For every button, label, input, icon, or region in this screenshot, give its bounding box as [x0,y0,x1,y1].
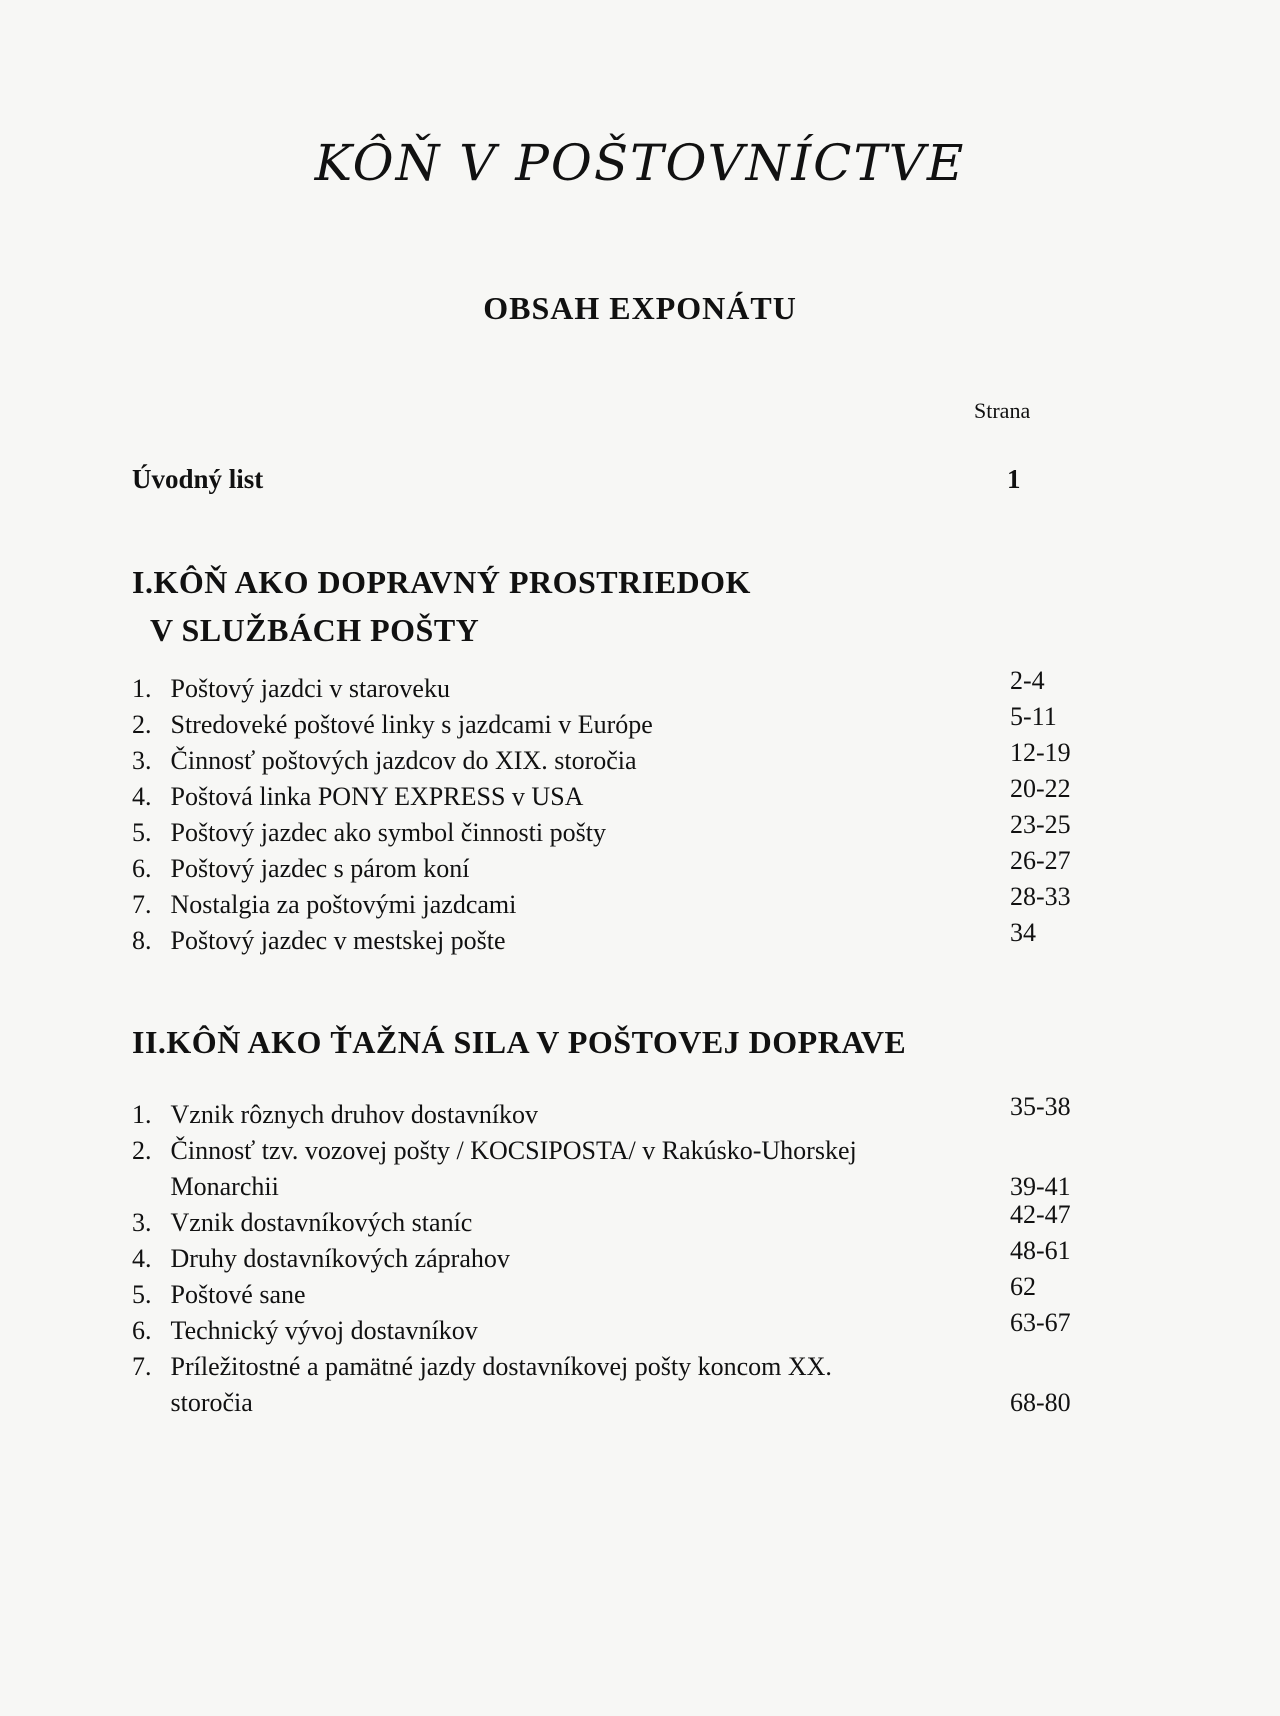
item-text: Činnosť poštových jazdcov do XIX. storočia [170,746,637,775]
item-text: Nostalgia za poštovými jazdcami [170,890,517,919]
intro-row [132,464,1032,495]
item-pages: 35-38 [1010,1092,1071,1121]
item-pages: 12-19 [1010,738,1071,767]
item-pages: 5-11 [1010,702,1057,731]
item-text: Poštové sane [170,1280,306,1309]
section-1-title-line2: V SLUŽBÁCH POŠTY [150,612,480,648]
list-item [132,738,1092,779]
item-text: Poštový jazdec ako symbol činnosti pošty [170,818,606,847]
item-text: Druhy dostavníkových záprahov [170,1244,510,1273]
item-pages: 34 [1010,918,1036,947]
list-item [132,1236,1092,1277]
item-pages: 48-61 [1010,1236,1071,1265]
item-number: 8. [132,926,152,955]
item-number: 7. [132,1352,152,1381]
item-text: Vznik rôznych druhov dostavníkov [170,1100,539,1129]
section-2-title [132,1018,906,1066]
list-item [132,774,1092,815]
document-title: KÔŇ V POŠTOVNÍCTVE [314,134,966,192]
item-number: 6. [132,854,152,883]
item-pages: 62 [1010,1272,1036,1301]
intro-label: Úvodný list [132,464,264,494]
page-column-label: Strana [974,398,1031,423]
list-item [132,1349,1092,1421]
item-pages: 63-67 [1010,1308,1071,1337]
item-number: 2. [132,1136,152,1165]
item-pages: 23-25 [1010,810,1071,839]
document-subtitle: OBSAH EXPONÁTU [483,290,797,326]
list-item [132,882,1092,923]
item-pages: 2-4 [1010,666,1045,695]
item-number: 1. [132,674,152,703]
item-pages: 39-41 [1010,1172,1071,1201]
section-1-title-line1: I.KÔŇ AKO DOPRAVNÝ PROSTRIEDOK [132,564,751,600]
item-number: 2. [132,710,152,739]
item-number: 4. [132,1244,152,1273]
item-number: 7. [132,890,152,919]
list-item [132,666,1092,707]
item-text: Činnosť tzv. vozovej pošty / KOCSIPOSTA/ v Rakúsko-Uhorskej Monarchii [170,1136,857,1201]
item-pages: 20-22 [1010,774,1071,803]
item-number: 3. [132,1208,152,1237]
item-number: 3. [132,746,152,775]
item-text: Poštový jazdec v mestskej pošte [170,926,506,955]
item-text: Technický vývoj dostavníkov [170,1316,478,1345]
item-pages: 42-47 [1010,1200,1071,1229]
list-item [132,810,1092,851]
section-1-list [132,666,1092,959]
item-number: 6. [132,1316,152,1345]
item-number: 5. [132,1280,152,1309]
item-text: Poštová linka PONY EXPRESS v USA [170,782,584,811]
item-text: Poštový jazdci v staroveku [170,674,450,703]
item-number: 1. [132,1100,152,1129]
list-item [132,1308,1092,1349]
section-2-title-line1: II.KÔŇ AKO ŤAŽNÁ SILA V POŠTOVEJ DOPRAVE [132,1024,907,1060]
item-text: Vznik dostavníkových staníc [170,1208,473,1237]
list-item [132,1133,1092,1205]
item-number: 4. [132,782,152,811]
section-1-title [132,558,751,654]
item-pages: 68-80 [1010,1388,1071,1417]
item-text: Príležitostné a pamätné jazdy dostavníkovej pošty koncom XX. storočia [170,1352,832,1417]
intro-page: 1 [1007,464,1021,494]
item-text: Poštový jazdec s párom koní [170,854,470,883]
list-item [132,918,1092,959]
item-pages: 28-33 [1010,882,1071,911]
list-item [132,1200,1092,1241]
item-pages: 26-27 [1010,846,1071,875]
section-2-list [132,1092,1092,1421]
list-item [132,846,1092,887]
list-item [132,1092,1092,1133]
item-text: Stredoveké poštové linky s jazdcami v Európe [170,710,653,739]
list-item [132,702,1092,743]
list-item [132,1272,1092,1313]
item-number: 5. [132,818,152,847]
